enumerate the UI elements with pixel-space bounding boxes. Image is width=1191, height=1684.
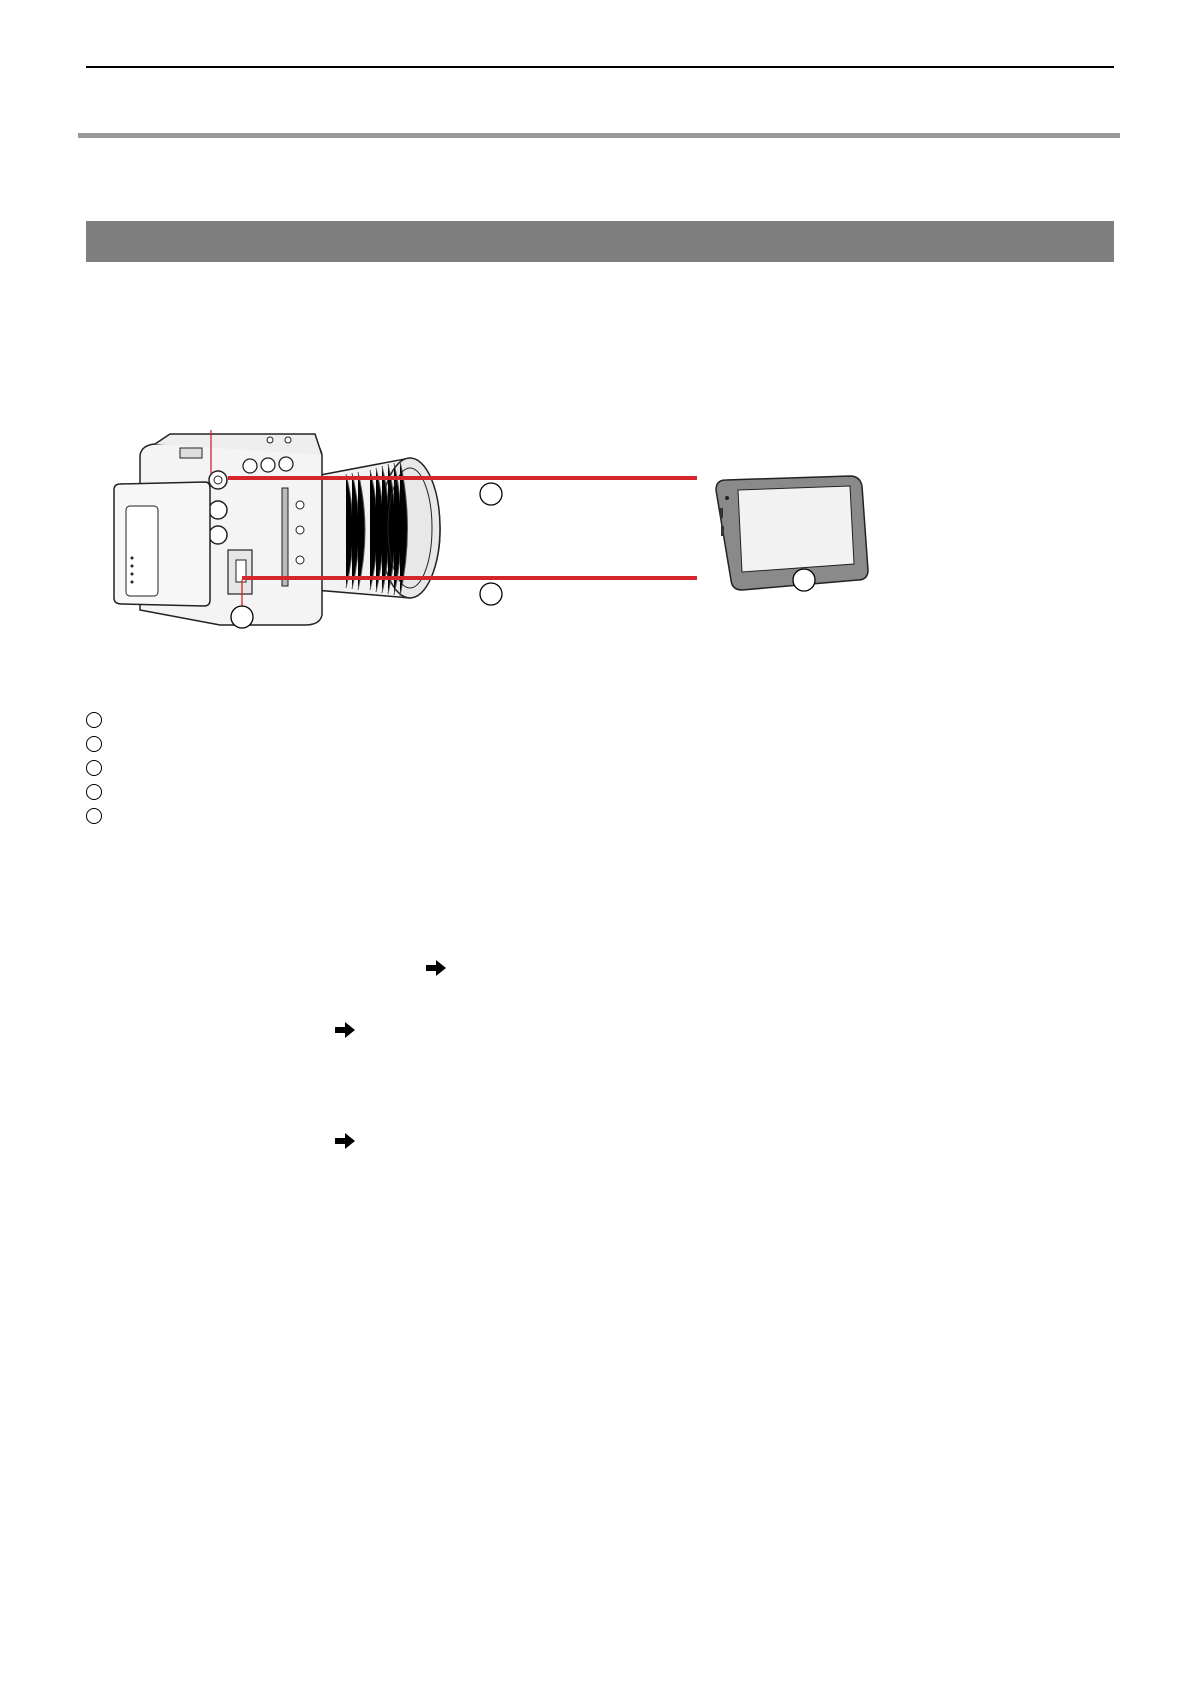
header-rule xyxy=(86,66,1114,68)
numbered-circle-icon xyxy=(86,784,102,800)
callout-circle xyxy=(231,606,253,628)
section-heading-bar xyxy=(86,221,1114,262)
arrow-right-icon xyxy=(334,1131,356,1151)
legend-item xyxy=(86,760,106,780)
camera-body xyxy=(114,434,322,625)
arrow-right-icon xyxy=(425,958,447,978)
numbered-circle-icon xyxy=(86,808,102,824)
callout-circle xyxy=(480,483,502,505)
external-monitor xyxy=(716,476,868,590)
callout-circle xyxy=(480,583,502,605)
legend-item xyxy=(86,808,106,828)
numbered-circle-icon xyxy=(86,736,102,752)
numbered-circle-icon xyxy=(86,760,102,776)
title-underline-rule xyxy=(78,133,1120,138)
legend-item xyxy=(86,784,106,804)
legend-item xyxy=(86,712,106,732)
connection-illustration xyxy=(110,430,950,680)
arrow-right-icon xyxy=(334,1020,356,1040)
numbered-circle-icon xyxy=(86,712,102,728)
legend-item xyxy=(86,736,106,756)
callout-circle xyxy=(793,569,815,591)
